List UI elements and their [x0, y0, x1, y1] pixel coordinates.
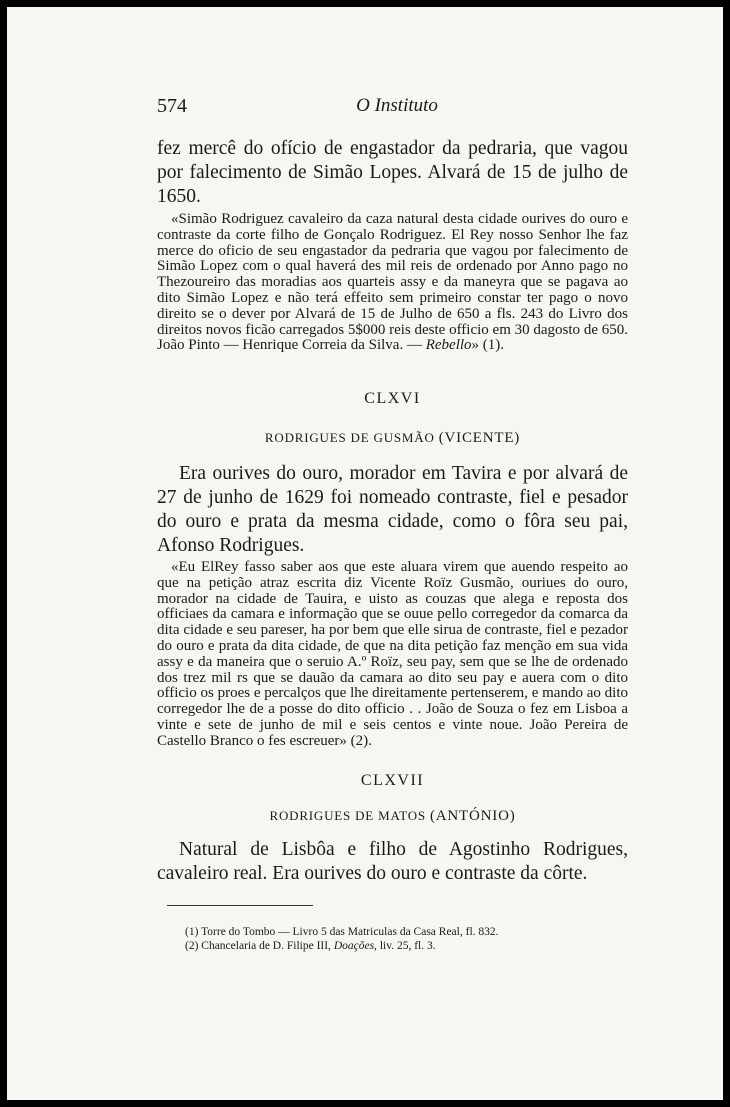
- intro-paragraph: fez mercê do ofício de engastador da pedraria, que vagou por falecimento de Simão Lopes. Alvará de 15 de julho de 1650.: [157, 138, 628, 207]
- footnote-2-end: liv. 25, fl. 3.: [376, 940, 436, 952]
- quote-1-signature: Rebello: [425, 337, 472, 354]
- entry-surname: RODRIGUES DE MATOS: [269, 808, 426, 823]
- quote-1-end: » (1).: [471, 337, 505, 354]
- page-number: 574: [157, 95, 187, 117]
- document-page: [7, 7, 723, 1100]
- footnote-divider: [167, 905, 313, 906]
- quote-1-text: «Simão Rodriguez cavaleiro da caza natural desta cidade ourives do ouro e contraste da corte filho de Gonçalo Rodriguez. El Rey nosso Senhor lhe faz merce do oficio de seu engastador da pedraria que vagou por falecimento de Simão Lopez com o qual haverá des mil reis de ordenado por Anno pago no Thezoureiro das moradias aos quarteis assy e da maneyra que se pagava ao dito Simão Lopez e não terá effeito sem primeiro constar ter pago o novo direito se o dever por Alvará de 15 de Julho de 650 a fls. 243 do Livro dos direitos novos ficão carregados 5$000 reis deste officio em 30 dagosto de 650. João Pinto — Henrique Correia da Silva. —: [157, 211, 628, 354]
- footnote-2-italic: Doações,: [333, 940, 377, 952]
- quote-paragraph-2: «Eu ElRey fasso saber aos que este aluara virem que auendo respeito ao que na petição atraz escrita diz Vicente Roïz Gusmão, ouriues do ouro, morador na cidade de Tauira, e uisto as couzas que alega e reposta dos officiaes da camara e informação que se ouue pello corregedor da comarca da dita cidade e seu pareser, ha por bem que elle sirua de contraste, fiel e pezador do ouro e prata da dita cidade, de que na dita petição faz menção em sua vida assy e da maneira que o seruio A.º Roïz, seu pay, sem que se lhe de ordenado dos trez mil rs que se dauão da camara ao dito seu pay e auera com o dito officio os proes e percalços que lhe direitamente pertenserem, e mando ao dito corregedor lhe de a posse do dito officio . . João de Souza o fez em Lisboa a vinte e sete de junho de mil e seis centos e vinte noue. João Pereira de Castello Branco o fes escreuer» (2).: [157, 559, 628, 749]
- entry-title-clxvii: [157, 808, 628, 825]
- entry-number-clxvii: CLXVII: [360, 772, 425, 789]
- footnotes: [185, 925, 625, 953]
- footnote-2: [185, 939, 625, 953]
- entry-given-name: (ANTÓNIO): [430, 808, 516, 824]
- entry-paragraph-clxvi: Era ourives do ouro, morador em Tavira e por alvará de 27 de junho de 1629 foi nomeado contraste, fiel e pesador do ouro e prata da mesma cidade, como o fôra seu pai, Afonso Rodrigues.: [157, 463, 628, 556]
- entry-surname: RODRIGUES DE GUSMÃO: [264, 430, 435, 445]
- footnote-1: (1) Torre do Tombo — Livro 5 das Matriculas da Casa Real, fl. 832.: [185, 926, 499, 938]
- entry-title-clxvi: [157, 430, 628, 447]
- entry-number-clxvi: CLXVI: [364, 390, 421, 407]
- entry-paragraph-clxvii: Natural de Lisbôa e filho de Agostinho Rodrigues, cavaleiro real. Era ourives do ouro e contraste da côrte.: [157, 839, 628, 884]
- entry-given-name: (VICENTE): [438, 430, 521, 446]
- quote-paragraph-1: [157, 212, 628, 354]
- page-header: [157, 95, 637, 121]
- footnote-2-text: (2) Chancelaria de D. Filipe III,: [185, 940, 334, 952]
- running-title: O Instituto: [356, 95, 438, 116]
